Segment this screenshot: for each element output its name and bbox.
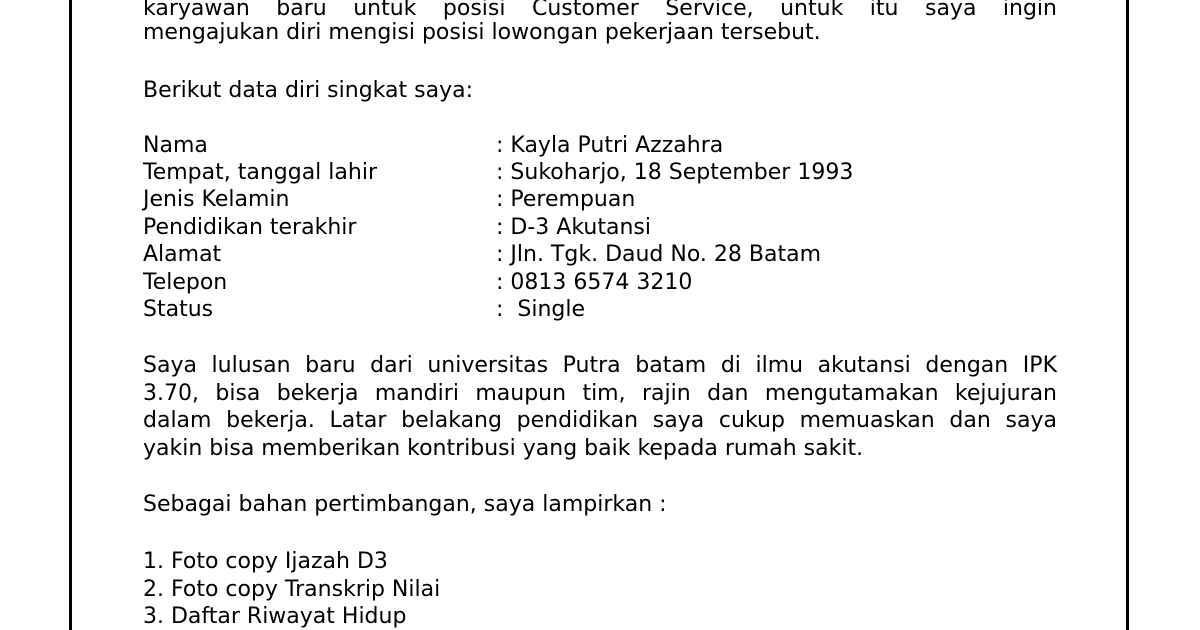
field-value: : Perempuan: [496, 187, 636, 212]
attachment-item: 3. Daftar Riwayat Hidup: [143, 604, 407, 629]
paragraph-line-1: Saya lulusan baru dari universitas Putra batam di ilmu akutansi dengan IPK: [143, 353, 1057, 378]
field-label: Telepon: [143, 270, 228, 295]
field-value: : 0813 6574 3210: [496, 270, 693, 295]
field-label: Status: [143, 297, 214, 322]
data-heading: Berikut data diri singkat saya:: [143, 78, 473, 103]
field-value: : Single: [496, 297, 586, 322]
attachments-heading: Sebagai bahan pertimbangan, saya lampirkan :: [143, 492, 667, 517]
paragraph-line-2: 3.70, bisa bekerja mandiri maupun tim, rajin dan mengutamakan kejujuran: [143, 381, 1057, 406]
field-value: : D-3 Akutansi: [496, 215, 651, 240]
intro-line-1: karyawan baru untuk posisi Customer Service, untuk itu saya ingin: [143, 0, 1057, 21]
paragraph-line-3: dalam bekerja. Latar belakang pendidikan saya cukup memuaskan dan saya: [143, 408, 1057, 433]
field-value: : Kayla Putri Azzahra: [496, 133, 724, 158]
field-label: Alamat: [143, 242, 222, 267]
intro-line-2: mengajukan diri mengisi posisi lowongan pekerjaan tersebut.: [143, 20, 821, 45]
field-value: : Jln. Tgk. Daud No. 28 Batam: [496, 242, 822, 267]
field-label: Nama: [143, 133, 208, 158]
paragraph-line-4: yakin bisa memberikan kontribusi yang baik kepada rumah sakit.: [143, 436, 864, 461]
field-label: Pendidikan terakhir: [143, 215, 357, 240]
field-label: Jenis Kelamin: [143, 187, 290, 212]
attachment-item: 1. Foto copy Ijazah D3: [143, 549, 388, 574]
attachment-item: 2. Foto copy Transkrip Nilai: [143, 577, 441, 602]
field-label: Tempat, tanggal lahir: [143, 160, 377, 185]
field-value: : Sukoharjo, 18 September 1993: [496, 160, 854, 185]
